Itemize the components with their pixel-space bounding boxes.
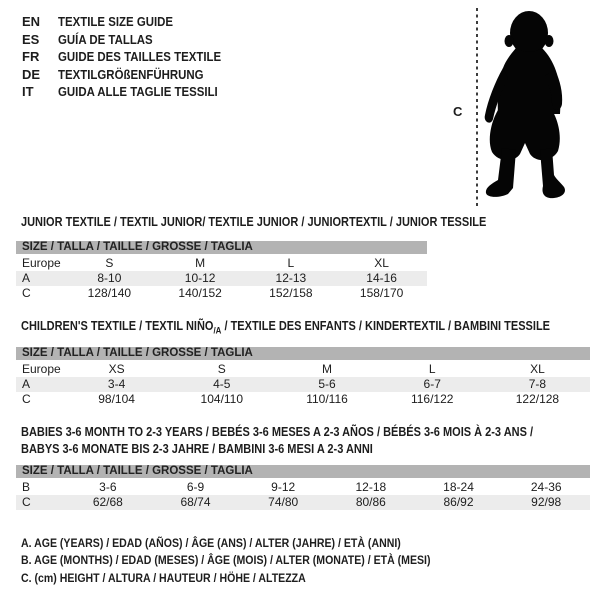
junior-table-title-text: JUNIOR TEXTILE / TEXTIL JUNIOR/ TEXTILE JUNIOR / JUNIORTEXTIL / JUNIOR TESSILE xyxy=(21,215,487,229)
language-row-es xyxy=(22,31,243,49)
children-title-pre: CHILDREN'S TEXTILE / TEXTIL NIÑO xyxy=(21,319,214,333)
size-cell: 6-7 xyxy=(423,377,441,391)
size-header-bar: SIZE / TALLA / TAILLE / GRÖSSE / TAGLIA xyxy=(16,241,427,254)
size-cell: S xyxy=(105,256,114,270)
size-cell: 68/74 xyxy=(180,495,211,509)
babies-title-line1: BABIES 3-6 MONTH TO 2-3 YEARS / BEBÉS 3-6 MESES A 2-3 AÑOS / BÉBÉS 3-6 MOIS À 2-3 ANS / xyxy=(21,425,534,439)
language-header xyxy=(22,13,243,101)
size-cell: 18-24 xyxy=(443,480,474,494)
language-row-it xyxy=(22,83,243,101)
language-code: DE xyxy=(22,66,41,82)
size-header-bar: SIZE / TALLA / TAILLE / GRÖSSE / TAGLIA xyxy=(16,347,590,360)
size-cell: 6-9 xyxy=(186,480,205,494)
language-label: GUIDE DES TAILLES TEXTILE xyxy=(58,49,222,64)
legend-footnotes xyxy=(21,535,486,587)
row-label: C xyxy=(22,392,31,406)
size-cell: 14-16 xyxy=(366,271,397,285)
size-cell: 7-8 xyxy=(528,377,547,391)
size-cell: L xyxy=(428,362,436,376)
row-label: A xyxy=(22,271,31,285)
row-label: C xyxy=(22,286,31,300)
size-cell: S xyxy=(217,362,226,376)
size-cell: 116/122 xyxy=(410,392,454,406)
junior-table-title xyxy=(21,215,550,229)
footnote-c xyxy=(21,570,486,587)
language-label: GUIDA ALLE TAGLIE TESSILI xyxy=(58,84,218,99)
language-row-fr xyxy=(22,48,243,66)
size-cell: M xyxy=(322,362,332,376)
footnote-b-text: B. AGE (MONTHS) / EDAD (MESES) / ÂGE (MOIS) / ALTER (MONATE) / ETÀ (MESI) xyxy=(21,553,431,568)
baby-silhouette-image xyxy=(483,8,567,206)
language-code: FR xyxy=(22,49,40,64)
language-label: TEXTILE SIZE GUIDE xyxy=(58,14,174,29)
table-row-age xyxy=(16,271,427,286)
children-table-title-text xyxy=(21,319,550,336)
size-cell: 158/170 xyxy=(359,286,404,300)
row-label: Europe xyxy=(22,256,61,270)
table-row-height xyxy=(16,392,590,407)
size-cell: 92/98 xyxy=(531,495,562,509)
language-label: TEXTILGRÖßENFÜHRUNG xyxy=(58,66,204,82)
size-cell: 104/110 xyxy=(200,392,244,406)
children-size-table xyxy=(16,347,590,407)
table-row-height xyxy=(16,495,590,510)
size-cell: 98/104 xyxy=(98,392,135,406)
size-cell: L xyxy=(287,256,295,270)
size-cell: XL xyxy=(374,256,389,270)
babies-size-table xyxy=(16,465,590,510)
size-cell: 152/158 xyxy=(269,286,313,300)
size-cell: M xyxy=(195,256,206,270)
size-cell: 110/116 xyxy=(306,392,348,406)
row-label: A xyxy=(22,377,31,391)
size-cell: 62/68 xyxy=(92,495,123,509)
babies-title-line2: BABYS 3-6 MONATE BIS 2-3 JAHRE / BAMBINI 3-6 MESI A 2-3 ANNI xyxy=(21,442,373,456)
size-cell: 12-13 xyxy=(275,271,307,285)
size-header-bar: SIZE / TALLA / TAILLE / GRÖSSE / TAGLIA xyxy=(16,465,590,478)
size-cell: 74/80 xyxy=(268,495,299,509)
row-label: C xyxy=(22,495,31,509)
children-table-title xyxy=(21,319,600,336)
size-cell: 4-5 xyxy=(213,377,231,391)
size-cell: 3-4 xyxy=(107,377,126,391)
row-label: Europe xyxy=(22,362,61,376)
footnote-a xyxy=(21,535,486,552)
footnote-b xyxy=(21,552,486,569)
language-label: GUÍA DE TALLAS xyxy=(58,31,153,47)
footnote-c-text: C. (cm) HEIGHT / ALTURA / HAUTEUR / HÖHE / ALTEZZA xyxy=(21,570,306,585)
row-label: B xyxy=(22,480,31,494)
size-cell: 122/128 xyxy=(515,392,560,406)
language-row-de xyxy=(22,66,243,84)
language-row-en xyxy=(22,13,243,31)
size-cell: 3-6 xyxy=(99,480,117,494)
height-measure-dashed-line xyxy=(476,8,478,207)
size-cell: 8-10 xyxy=(97,271,122,285)
size-cell: 10-12 xyxy=(184,271,216,285)
children-title-sub: /A xyxy=(213,325,222,336)
size-cell: 128/140 xyxy=(87,286,132,300)
junior-size-table xyxy=(16,241,427,301)
size-cell: 86/92 xyxy=(443,495,474,509)
size-cell: XS xyxy=(108,362,125,376)
table-row-age xyxy=(16,377,590,392)
children-title-post: / TEXTILE DES ENFANTS / KINDERTEXTIL / BAMBINI TESSILE xyxy=(221,319,551,333)
language-code: IT xyxy=(22,84,34,99)
language-code: ES xyxy=(22,31,40,47)
size-cell: 9-12 xyxy=(271,480,296,494)
size-cell: 12-18 xyxy=(355,480,387,494)
size-cell: 80/86 xyxy=(355,495,386,509)
size-cell: 5-6 xyxy=(318,377,336,391)
table-row-age-months xyxy=(16,480,590,495)
table-row-height xyxy=(16,286,427,301)
size-cell: 24-36 xyxy=(530,480,562,494)
footnote-a-text: A. AGE (YEARS) / EDAD (AÑOS) / ÂGE (ANS) / ALTER (JAHRE) / ETÀ (ANNI) xyxy=(21,536,401,550)
babies-table-title xyxy=(21,424,600,458)
size-cell: XL xyxy=(530,362,545,376)
height-measure-label: C xyxy=(453,104,463,119)
table-row-europe xyxy=(16,362,590,377)
table-row-europe xyxy=(16,256,427,271)
language-code: EN xyxy=(22,14,41,29)
size-cell: 140/152 xyxy=(178,286,222,300)
